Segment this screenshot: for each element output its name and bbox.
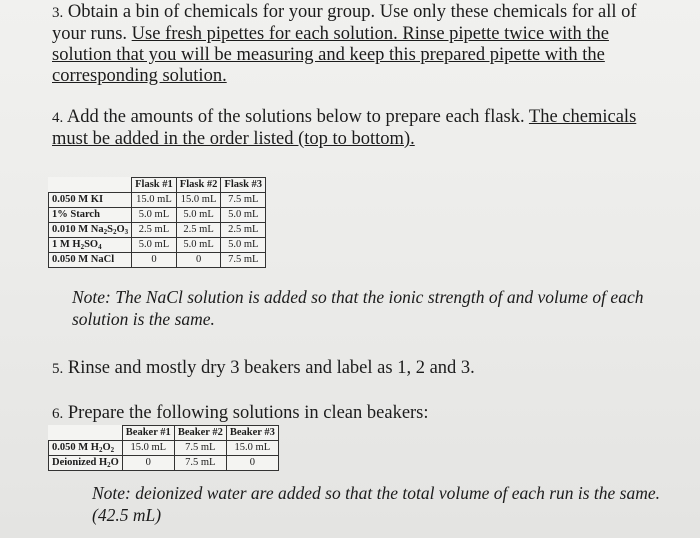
table-cell: 5.0 mL <box>176 208 221 223</box>
step-4-text: Add the amounts of the solutions below to prepare each flask. <box>66 107 525 127</box>
beaker-table-corner <box>49 426 123 441</box>
step-6 <box>52 403 672 425</box>
row-label: 1% Starch <box>49 208 132 223</box>
label-text: O <box>116 224 125 235</box>
table-cell: 7.5 mL <box>174 441 226 456</box>
beaker-table-header: Beaker #2 <box>174 426 226 441</box>
subscript: 4 <box>98 243 102 251</box>
step-6-text: Prepare the following solutions in clean beakers: <box>67 403 429 423</box>
table-cell: 15.0 mL <box>226 441 278 456</box>
table-cell: 2.5 mL <box>221 223 266 238</box>
flask-table-header: Flask #2 <box>176 178 221 193</box>
step-5-number: 5. <box>52 361 64 377</box>
table-cell: 7.5 mL <box>221 253 266 268</box>
label-text: 1 M H <box>52 239 81 250</box>
label-text: O <box>110 457 119 468</box>
table-row <box>49 456 279 471</box>
step-4-number: 4. <box>52 110 64 126</box>
subscript: 2 <box>98 446 103 454</box>
beaker-table <box>48 425 279 471</box>
table-cell: 0 <box>132 253 177 268</box>
table-cell: 0 <box>226 456 278 471</box>
subscript: 3 <box>124 228 129 236</box>
flask-table <box>48 177 266 268</box>
row-label <box>49 456 123 471</box>
table-cell: 0 <box>122 456 174 471</box>
step-5 <box>52 358 672 380</box>
flask-table-corner <box>49 178 132 193</box>
row-label <box>49 238 132 253</box>
flask-table-header-row <box>49 178 266 193</box>
row-label <box>49 223 132 238</box>
label-text: 0.010 M Na <box>52 224 104 235</box>
step-3 <box>52 2 672 87</box>
subscript: 2 <box>80 243 85 251</box>
label-text: S <box>107 224 113 235</box>
table-cell: 2.5 mL <box>132 223 177 238</box>
label-text: SO <box>84 239 99 250</box>
table-row <box>49 441 279 456</box>
table-cell: 5.0 mL <box>221 238 266 253</box>
table-row <box>49 208 266 223</box>
label-text: O <box>102 442 111 453</box>
table-cell: 5.0 mL <box>176 238 221 253</box>
subscript: 2 <box>103 228 108 236</box>
table-row <box>49 193 266 208</box>
table-cell: 7.5 mL <box>221 193 266 208</box>
table-cell: 2.5 mL <box>176 223 221 238</box>
table-cell: 5.0 mL <box>221 208 266 223</box>
label-text: Deionized H <box>52 457 108 468</box>
table-row <box>49 253 266 268</box>
step-5-text: Rinse and mostly dry 3 beakers and label as 1, 2 and 3. <box>67 358 475 378</box>
beaker-table-header: Beaker #3 <box>226 426 278 441</box>
step-3-text: Obtain a bin of chemicals for your group. Use only these chemicals for all of your runs. <box>52 2 637 44</box>
flask-table-header: Flask #1 <box>132 178 177 193</box>
subscript: 2 <box>110 446 115 454</box>
table-cell: 7.5 mL <box>174 456 226 471</box>
table-row <box>49 238 266 253</box>
step-3-number: 3. <box>52 5 64 21</box>
step-4 <box>52 107 672 150</box>
step-3-underlined-text: Use fresh pipettes for each solution. Rinse pipette twice with the solution that you will be measuring and keep this prepared pipette with the corresponding solution. <box>52 24 609 86</box>
label-text: 0.050 M H <box>52 442 99 453</box>
table-cell: 15.0 mL <box>122 441 174 456</box>
flask-table-header: Flask #3 <box>221 178 266 193</box>
table-cell: 15.0 mL <box>176 193 221 208</box>
table-cell: 5.0 mL <box>132 208 177 223</box>
step-4-underlined-text: The chemicals must be added in the order listed (top to bottom). <box>52 107 637 149</box>
note-total-volume: Note: deionized water are added so that the total volume of each run is the same. (42.5 mL) <box>92 483 661 525</box>
note-ionic-strength: Note: The NaCl solution is added so that the ionic strength of and volume of each solution is the same. <box>72 287 644 329</box>
row-label: 0.050 M NaCl <box>49 253 132 268</box>
beaker-table-header: Beaker #1 <box>122 426 174 441</box>
step-6-number: 6. <box>52 406 64 422</box>
table-cell: 15.0 mL <box>132 193 177 208</box>
row-label <box>49 441 123 456</box>
beaker-table-header-row <box>49 426 279 441</box>
table-cell: 0 <box>176 253 221 268</box>
row-label: 0.050 M KI <box>49 193 132 208</box>
table-cell: 5.0 mL <box>132 238 177 253</box>
subscript: 2 <box>112 228 117 236</box>
subscript: 2 <box>107 461 111 469</box>
table-row <box>49 223 266 238</box>
